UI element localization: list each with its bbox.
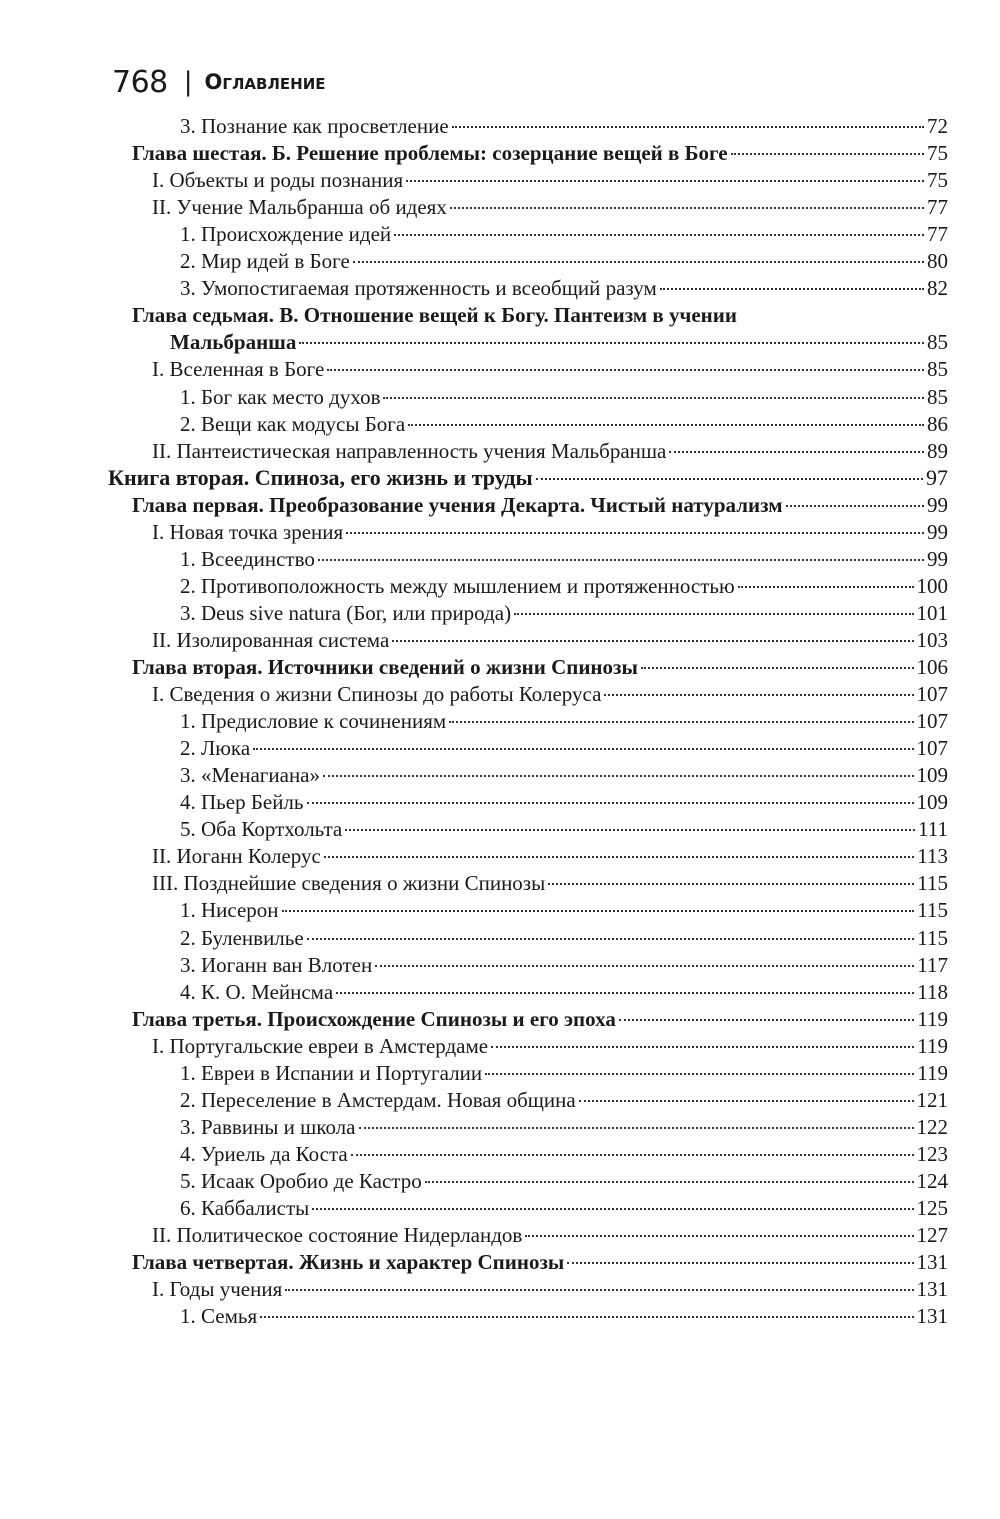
dot-leader [307,938,915,940]
toc-entry[interactable] [132,1006,948,1032]
dot-leader [641,667,914,669]
dot-leader [299,342,924,344]
toc-entry[interactable] [152,681,948,707]
dot-leader [536,478,923,480]
toc-entry-page: 119 [917,1060,948,1085]
toc-entry[interactable] [132,654,948,680]
toc-entry-title: 1. Семья [180,1304,258,1329]
toc-entry[interactable] [180,275,948,301]
toc-entry-title: 1. Предисловие к сочинениям [180,709,447,734]
toc-entry-page: 109 [916,763,948,788]
toc-entry-title: 2. Мир идей в Боге [180,249,350,274]
toc-entry-page: 131 [916,1304,948,1329]
toc-entry-page: 82 [927,276,948,301]
toc-entry-title: 2. Противоположность между мышлением и протяженностью [180,573,735,598]
dot-leader [491,1046,914,1048]
toc-entry-page: 77 [927,195,948,220]
toc-entry[interactable] [180,600,948,626]
toc-entry-page: 72 [927,114,948,138]
toc-entry-title: 2. Переселение в Амстердам. Новая община [180,1087,576,1112]
toc-entry-title: 4. Уриель да Коста [180,1141,348,1166]
toc-entry[interactable] [180,789,948,815]
dot-leader [786,505,924,507]
toc-entry[interactable] [180,1060,948,1086]
toc-entry-page: 86 [927,411,948,436]
toc-entry-page: 115 [917,871,948,896]
toc-entry[interactable] [152,627,948,653]
toc-entry-title: I. Сведения о жизни Спинозы до работы Колеруса [152,682,602,707]
toc-entry[interactable] [180,384,948,410]
toc-entry-title: I. Новая точка зрения [152,519,344,544]
dot-leader [406,180,924,182]
toc-entry-title: 1. Происхождение идей [180,222,392,247]
toc-entry-page: 107 [916,736,948,761]
toc-entry-title: 4. К. О. Мейнсма [180,979,334,1004]
toc-entry[interactable] [170,329,948,355]
dot-leader [351,1154,914,1156]
toc-entry-title: II. Пантеистическая направленность учения Мальбранша [152,438,667,463]
toc-entry-page: 85 [927,384,948,409]
toc-entry-title: 3. Умопостигаемая протяженность и всеобщий разум [180,276,657,301]
toc-entry-page: 106 [916,655,948,679]
toc-entry-title: II. Политическое состояние Нидерландов [152,1223,523,1248]
toc-entry-page: 101 [916,600,948,625]
toc-entry[interactable] [132,1249,948,1275]
dot-leader [660,288,924,290]
dot-leader [669,451,924,453]
toc-entry-page: 97 [926,464,948,490]
toc-entry-page: 75 [927,141,948,166]
toc-entry-page: 117 [917,952,948,977]
toc-entry[interactable] [152,1276,948,1302]
toc-entry-title: I. Португальские евреи в Амстердаме [152,1033,489,1058]
dot-leader [567,1262,913,1264]
dot-leader [548,883,914,885]
dot-leader [450,207,924,209]
toc-entry-page: 123 [916,1141,948,1166]
toc-entry-title: 5. Исаак Оробио де Кастро [180,1168,422,1193]
toc-entry-title: I. Объекты и роды познания [152,168,404,193]
toc-entry[interactable] [180,816,948,842]
toc-entry-title: II. Учение Мальбранша об идеях [152,195,447,220]
running-header [112,62,326,102]
toc-entry-page: 75 [927,168,948,193]
toc-entry-title: Глава первая. Преобразование учения Декарта. Чистый натурализм [132,492,783,517]
toc-entry-page: 122 [916,1114,948,1139]
toc-entry-title: 2. Люка [180,736,251,761]
dot-leader [323,775,913,777]
toc-entry-page: 119 [917,1033,948,1058]
toc-entry-title: I. Годы учения [152,1277,283,1302]
dot-leader [738,586,914,588]
toc-entry-title: 3. Познание как просветление [180,114,449,138]
toc-entry-page: 125 [916,1196,948,1220]
dot-leader [579,1100,914,1102]
page-number: 768 [112,64,168,100]
dot-leader [383,397,924,399]
dot-leader [514,613,913,615]
dot-leader [604,694,913,696]
toc-entry-page: 119 [917,1006,948,1031]
toc-entry-title: 3. Иоганн ван Влотен [180,952,373,977]
toc-entry[interactable] [180,979,948,1005]
toc-entry-title: 1. Бог как место духов [180,384,381,409]
toc-entry[interactable] [152,167,948,193]
toc-entry-title: 1. Евреи в Испании и Португалии [180,1060,483,1085]
toc-entry[interactable] [180,1141,948,1167]
dot-leader [312,1208,913,1210]
dot-leader [452,126,924,128]
dot-leader [394,234,924,236]
toc-entry[interactable] [152,194,948,220]
toc-entry[interactable] [180,762,948,788]
dot-leader [619,1019,914,1021]
dot-leader [336,992,914,994]
toc-entry[interactable] [180,1303,948,1329]
dot-leader [353,261,924,263]
dot-leader [408,424,924,426]
toc-entry[interactable] [180,1114,948,1140]
toc-entry-page: 99 [927,492,948,517]
dot-leader [307,802,914,804]
toc-entry[interactable] [180,411,948,437]
dot-leader [731,153,924,155]
toc-entry-title: I. Вселенная в Боге [152,357,325,382]
toc-entry[interactable] [180,897,948,923]
toc-entry-title: 3. Раввины и школа [180,1114,356,1139]
toc-entry-page: 111 [918,817,948,842]
dot-leader [327,369,924,371]
toc-entry-page: 100 [916,573,948,598]
toc-entry[interactable] [180,113,948,139]
dot-leader [253,748,913,750]
toc-entry[interactable] [180,925,948,951]
dot-leader [324,856,914,858]
toc-entry[interactable] [152,438,948,464]
dot-leader [318,559,924,561]
toc-entry[interactable] [180,1168,948,1194]
toc-entry-title: 6. Каббалисты [180,1196,310,1220]
toc-entry[interactable] [152,1222,948,1248]
toc-entry-page: 80 [927,249,948,274]
dot-leader [359,1127,914,1129]
toc-entry-page: 107 [916,682,948,707]
toc-entry-page: 99 [927,546,948,571]
toc-entry[interactable] [180,221,948,247]
toc-entry[interactable] [180,1087,948,1113]
toc-entry-title: Глава шестая. Б. Решение проблемы: созерцание вещей в Боге [132,141,728,166]
dot-leader [345,829,915,831]
toc-entry-page: 85 [927,357,948,382]
toc-entry[interactable] [180,952,948,978]
toc-entry-page: 124 [916,1168,948,1193]
toc-entry[interactable] [108,465,948,491]
toc-entry-title: II. Изолированная система [152,627,390,652]
toc-entry-page: 127 [916,1223,948,1248]
toc-entry-page: 89 [927,438,948,463]
header-separator: | [183,67,193,97]
toc-entry-title: 1. Нисерон [180,898,279,923]
toc-entry-title: 2. Вещи как модусы Бога [180,411,406,436]
dot-leader [392,640,913,642]
toc-entry-title: II. Иоганн Колерус [152,844,321,869]
dot-leader [425,1181,914,1183]
dot-leader [485,1073,914,1075]
toc-entry[interactable] [180,735,948,761]
toc-entry-title: 3. «Менагиана» [180,763,321,788]
toc-entry-page: 115 [917,898,948,923]
dot-leader [285,1289,913,1291]
toc-entry[interactable] [180,248,948,274]
toc-entry-page: 113 [917,844,948,869]
dot-leader [449,721,913,723]
toc-entry-title: 1. Всеединство [180,546,315,571]
toc-entry-page: 131 [916,1250,948,1275]
toc-entry[interactable] [132,492,948,518]
toc-entry-title-line1[interactable]: Глава седьмая. В. Отношение вещей к Богу. Пантеизм в учении [132,303,737,328]
toc-entry-page: 107 [916,709,948,734]
toc-entry[interactable] [152,1033,948,1059]
toc-entry-title: Глава четвертая. Жизнь и характер Спинозы [132,1250,565,1275]
toc-entry-title: 4. Пьер Бейль [180,790,304,815]
dot-leader [260,1316,913,1318]
toc-entry[interactable] [180,1195,948,1221]
running-title: Оглавление [204,70,326,94]
toc-entry[interactable] [180,546,948,572]
toc-entry[interactable] [152,843,948,869]
toc-entry[interactable] [132,140,948,166]
toc-entry-page: 109 [916,790,948,815]
toc-entry[interactable] [180,573,948,599]
dot-leader [346,532,924,534]
toc-entry-page: 131 [916,1277,948,1302]
toc-entry-title: Глава третья. Происхождение Спинозы и его эпоха [132,1006,616,1031]
toc-entry-title: Глава вторая. Источники сведений о жизни Спинозы [132,655,638,679]
toc-entry-page: 85 [927,330,948,355]
toc-entry-title: Книга вторая. Спиноза, его жизнь и труды [108,464,533,490]
toc-entry[interactable] [152,870,948,896]
toc-entry[interactable] [180,708,948,734]
dot-leader [282,910,915,912]
toc-entry-page: 99 [927,519,948,544]
toc-entry-title: III. Позднейшие сведения о жизни Спинозы [152,871,546,896]
toc-entry-title: Мальбранша [170,330,297,355]
toc-entry-title: 5. Оба Кортхольта [180,817,343,842]
toc-entry-page: 77 [927,222,948,247]
toc-entry-page: 118 [917,979,948,1004]
toc-entry-page: 103 [916,627,948,652]
toc-entry[interactable] [152,356,948,382]
toc-entry-title: 2. Буленвилье [180,925,304,950]
toc-entry-title: 3. Deus sive natura (Бог, или природа) [180,600,512,625]
dot-leader [525,1235,913,1237]
toc-entry-page: 121 [916,1087,948,1112]
toc-entry-page: 115 [917,925,948,950]
dot-leader [375,965,914,967]
toc-entry[interactable] [152,519,948,545]
